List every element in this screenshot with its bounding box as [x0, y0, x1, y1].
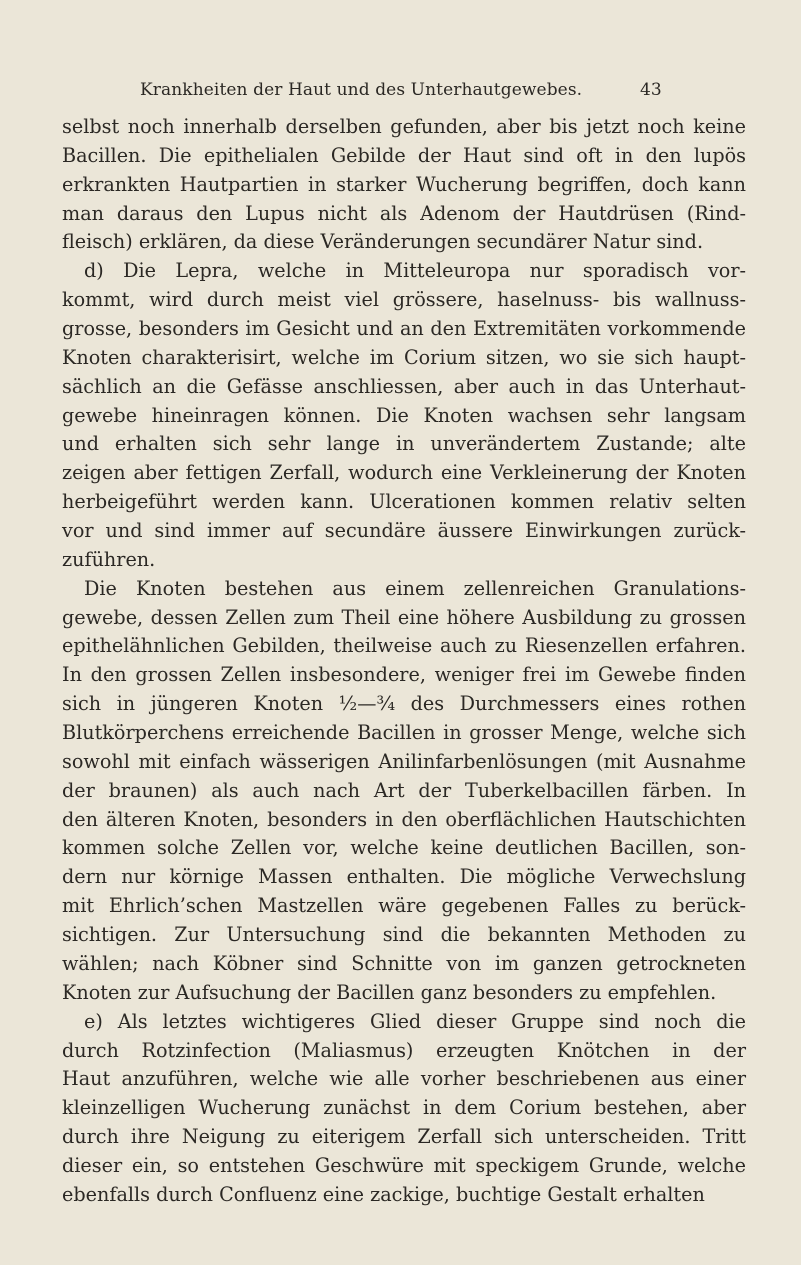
text-line: der braunen) als auch nach Art der Tuberkelbacillen färben. In — [62, 778, 746, 802]
text-line: kleinzelligen Wucherung zunächst in dem Corium bestehen, aber — [62, 1096, 746, 1120]
text-line: fleisch) erklären, da diese Veränderungen secundärer Natur sind. — [62, 230, 704, 254]
text-line: Bacillen. Die epithelialen Gebilde der Haut sind oft in den lupös — [62, 143, 746, 167]
text-line: und erhalten sich sehr lange in unverändertem Zustande; alte — [62, 432, 746, 456]
paragraph-start-line: d) Die Lepra, welche in Mitteleuropa nur sporadisch vor- — [84, 259, 746, 283]
text-line: zeigen aber fettigen Zerfall, wodurch eine Verkleinerung der Knoten — [62, 461, 746, 485]
text-line: herbeigeführt werden kann. Ulcerationen kommen relativ selten — [62, 490, 746, 514]
text-line: wählen; nach Köbner sind Schnitte von im ganzen getrockneten — [62, 951, 746, 975]
text-line: man daraus den Lupus nicht als Adenom der Hautdrüsen (Rind- — [62, 201, 746, 225]
text-line: sich in jüngeren Knoten ½—¾ des Durchmessers eines rothen — [62, 692, 746, 716]
text-line: den älteren Knoten, besonders in den oberflächlichen Hautschichten — [62, 807, 746, 831]
text-line: kommt, wird durch meist viel grössere, haselnuss- bis wallnuss- — [62, 288, 746, 312]
text-line: zuführen. — [62, 547, 156, 571]
text-line: mit Ehrlich’schen Mastzellen wäre gegebenen Falles zu berück- — [62, 894, 746, 918]
text-line: gewebe hineinragen können. Die Knoten wachsen sehr langsam — [62, 403, 746, 427]
text-line: Blutkörperchens erreichende Bacillen in grosser Menge, welche sich — [62, 721, 746, 745]
text-line: sächlich an die Gefässe anschliessen, aber auch in das Unterhaut- — [62, 374, 746, 398]
paragraph-start-line: Die Knoten bestehen aus einem zellenreichen Granulations- — [84, 576, 746, 600]
text-line: grosse, besonders im Gesicht und an den Extremitäten vorkommende — [62, 317, 746, 341]
text-line: dern nur körnige Massen enthalten. Die mögliche Verwechslung — [62, 865, 746, 889]
text-line: epithelähnlichen Gebilden, theilweise auch zu Riesenzellen erfahren. — [62, 634, 746, 658]
text-line: erkrankten Hautpartien in starker Wucherung begriffen, doch kann — [62, 172, 746, 196]
text-line: selbst noch innerhalb derselben gefunden, aber bis jetzt noch keine — [62, 115, 746, 138]
text-line: Knoten charakterisirt, welche im Corium sitzen, wo sie sich haupt- — [62, 345, 746, 369]
text-line: ebenfalls durch Confluenz eine zackige, buchtige Gestalt erhalten — [62, 1182, 705, 1206]
running-header: Krankheiten der Haut und des Unterhautgewebes. — [140, 80, 583, 100]
text-line: gewebe, dessen Zellen zum Theil eine höhere Ausbildung zu grossen — [62, 605, 746, 629]
text-line: sowohl mit einfach wässerigen Anilinfarbenlösungen (mit Ausnahme — [62, 749, 746, 773]
text-line: sichtigen. Zur Untersuchung sind die bekannten Methoden zu — [62, 923, 746, 947]
text-line: durch Rotzinfection (Maliasmus) erzeugten Knötchen in der — [62, 1038, 746, 1062]
text-line: Haut anzuführen, welche wie alle vorher beschriebenen aus einer — [62, 1067, 746, 1091]
page-number: 43 — [640, 80, 662, 100]
text-line: kommen solche Zellen vor, welche keine deutlichen Bacillen, son- — [62, 836, 746, 860]
paragraph-start-line: e) Als letztes wichtigeres Glied dieser Gruppe sind noch die — [84, 1009, 746, 1033]
text-line: vor und sind immer auf secundäre äussere Einwirkungen zurück- — [62, 519, 746, 543]
text-line: In den grossen Zellen insbesondere, weniger frei im Gewebe finden — [62, 663, 746, 687]
text-line: dieser ein, so entstehen Geschwüre mit speckigem Grunde, welche — [62, 1153, 746, 1177]
body-text — [62, 113, 746, 1210]
text-line: durch ihre Neigung zu eiterigem Zerfall sich unterscheiden. Tritt — [62, 1125, 746, 1149]
text-line: Knoten zur Aufsuchung der Bacillen ganz besonders zu empfehlen. — [62, 980, 717, 1004]
